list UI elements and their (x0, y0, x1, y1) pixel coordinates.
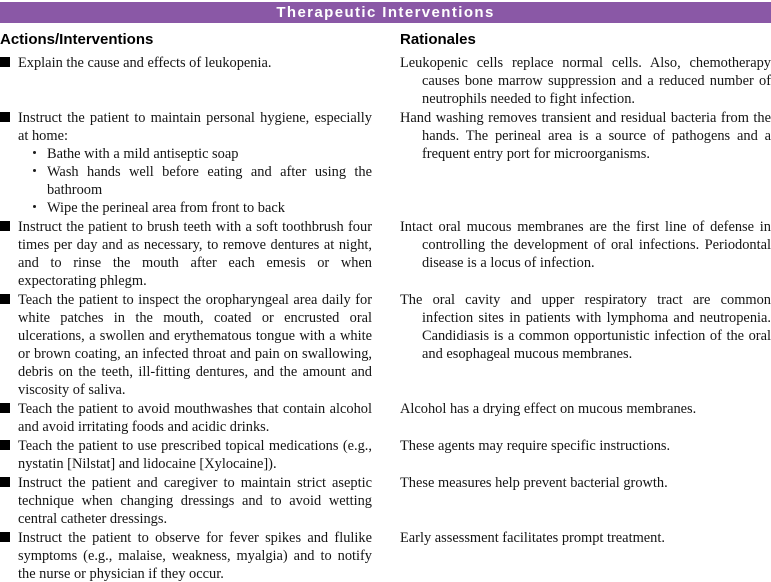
table-row (0, 54, 771, 108)
square-bullet-icon (0, 57, 10, 67)
sub-bullet-item: Wash hands well before eating and after using the bathroom (0, 163, 372, 199)
sub-bullet-item: Bathe with a mild antiseptic soap (0, 145, 372, 163)
table-row (0, 109, 771, 217)
action-cell (0, 218, 372, 290)
action-cell (0, 54, 372, 72)
table-title-bar (0, 2, 771, 23)
action-text: Instruct the patient to brush teeth with a soft toothbrush four times per day and as necessary, to remove dentures at night, and to rinse the mouth after each emesis or when expectorating phlegm. (18, 219, 372, 289)
rationale-cell: Intact oral mucous membranes are the first line of defense in controlling the development of oral infections. Periodontal disease is a locus of infection. (400, 219, 771, 271)
dot-bullet-icon (33, 169, 36, 172)
table-row (0, 529, 771, 582)
square-bullet-icon (0, 477, 10, 487)
dot-bullet-icon (33, 205, 36, 208)
action-text: Explain the cause and effects of leukopenia. (18, 55, 272, 71)
action-cell (0, 529, 372, 582)
action-cell (0, 291, 372, 399)
sub-bullet-list (0, 145, 372, 217)
square-bullet-icon (0, 403, 10, 413)
rationale-cell: These agents may require specific instructions. (400, 438, 671, 454)
action-text: Instruct the patient and caregiver to maintain strict aseptic technique when changing dressings and to avoid wetting central catheter dressings. (18, 475, 372, 527)
table-row (0, 218, 771, 290)
square-bullet-icon (0, 294, 10, 304)
table-row (0, 400, 771, 436)
column-header-rationales: Rationales (400, 31, 476, 48)
rationale-cell: Alcohol has a drying effect on mucous membranes. (400, 401, 697, 417)
rationale-cell: Early assessment facilitates prompt treatment. (400, 530, 665, 546)
action-text: Instruct the patient to maintain personal hygiene, especially at home: (18, 110, 372, 144)
rationale-cell: The oral cavity and upper respiratory tract are common infection sites in patients with lymphoma and neutropenia. Candidiasis is a common opportunistic infection of the oral and esophageal mucous membranes. (400, 292, 771, 362)
interventions-table (0, 54, 771, 582)
sub-bullet-item: Wipe the perineal area from front to back (0, 199, 372, 217)
rationale-cell: These measures help prevent bacterial growth. (400, 475, 668, 491)
action-cell (0, 109, 372, 217)
square-bullet-icon (0, 221, 10, 231)
rationale-cell: Hand washing removes transient and residual bacteria from the hands. The perineal area is a source of pathogens and a frequent entry port for microorganisms. (400, 110, 771, 162)
column-headers (0, 31, 771, 48)
table-row (0, 474, 771, 528)
table-row (0, 437, 771, 473)
square-bullet-icon (0, 532, 10, 542)
square-bullet-icon (0, 112, 10, 122)
action-cell (0, 437, 372, 473)
table-row (0, 291, 771, 399)
rationale-cell: Leukopenic cells replace normal cells. Also, chemotherapy causes bone marrow suppression and a reduced number of neutrophils needed to fight infection. (400, 55, 771, 107)
square-bullet-icon (0, 440, 10, 450)
action-text: Instruct the patient to observe for fever spikes and flulike symptoms (e.g., malaise, weakness, myalgia) and to notify the nurse or physician if they occur. (18, 530, 372, 582)
action-text: Teach the patient to avoid mouthwashes that contain alcohol and avoid irritating foods and acidic drinks. (18, 401, 372, 435)
action-cell (0, 400, 372, 436)
action-text: Teach the patient to use prescribed topical medications (e.g., nystatin [Nilstat] and lidocaine [Xylocaine]). (18, 438, 372, 472)
column-header-actions: Actions/Interventions (0, 31, 154, 48)
dot-bullet-icon (33, 151, 36, 154)
action-text: Teach the patient to inspect the oropharyngeal area daily for white patches in the mouth, coated or encrusted oral ulcerations, a swollen and erythematous tongue with a white or brown coating, an infected throat and pain on swallowing, debris on the teeth, ill-fitting dentures, and the amount and viscosity of saliva. (18, 292, 372, 398)
action-cell (0, 474, 372, 528)
table-title: Therapeutic Interventions (276, 4, 495, 21)
